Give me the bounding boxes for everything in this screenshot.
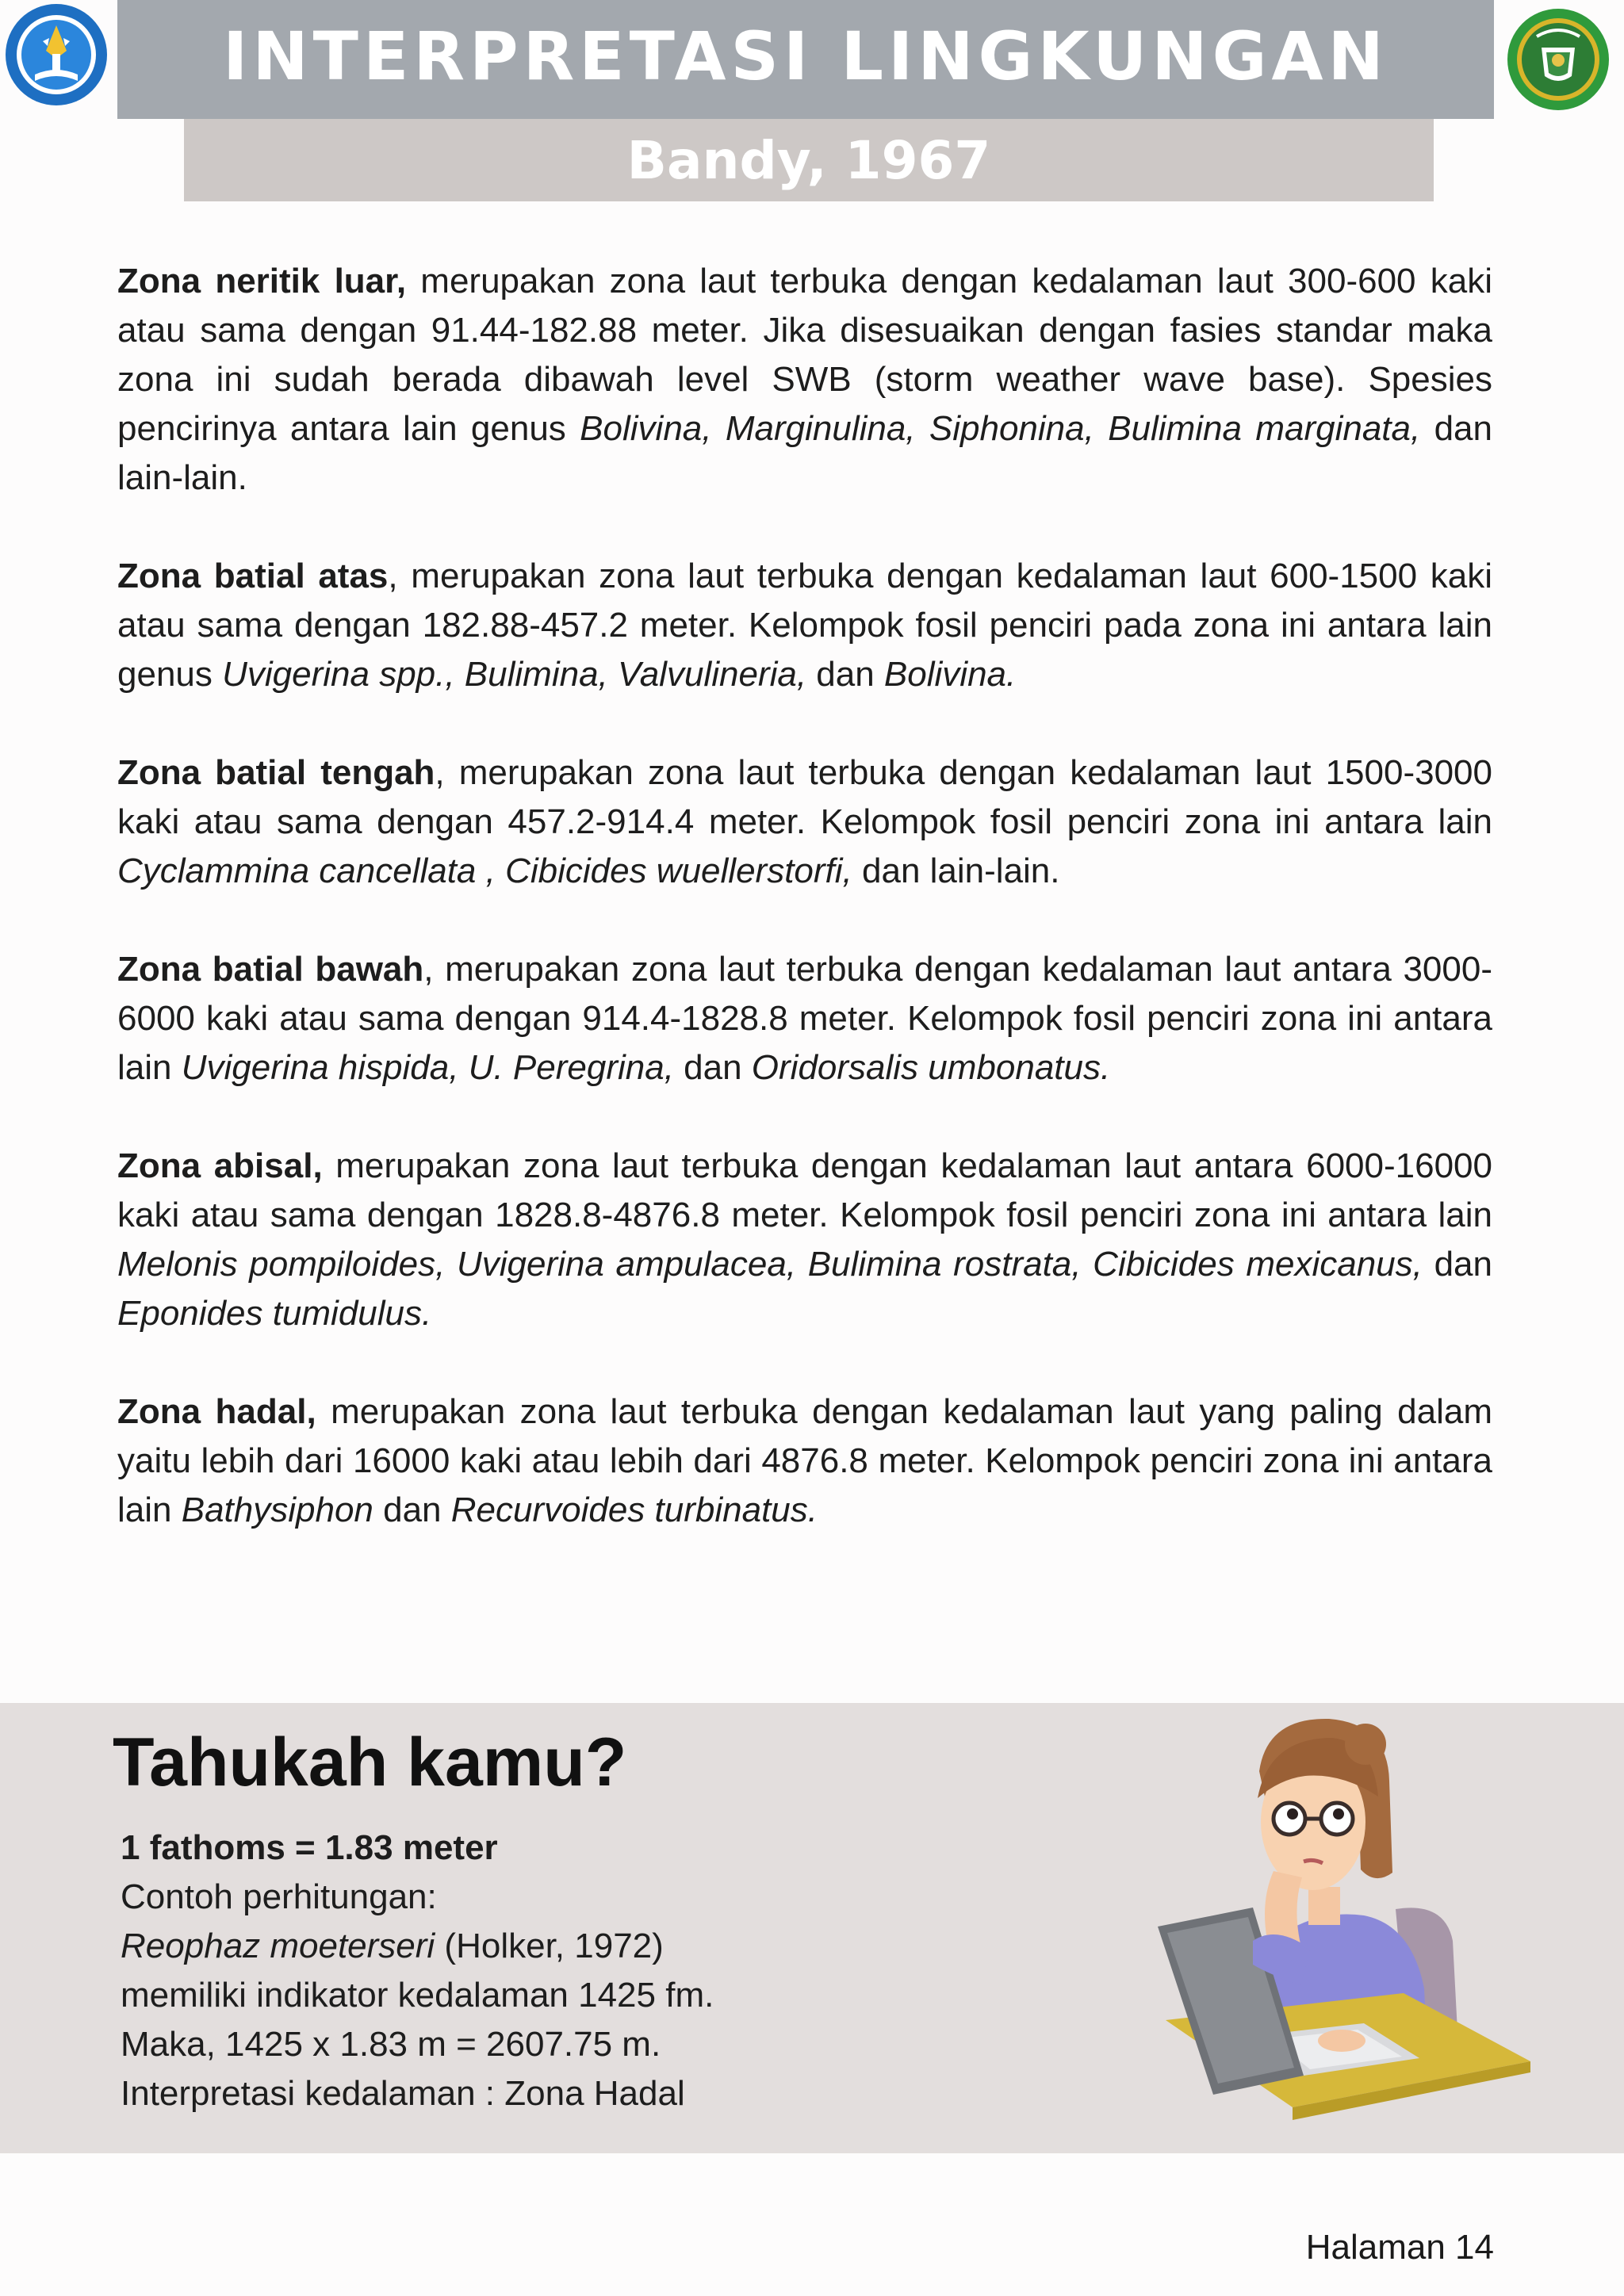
thinking-woman-laptop-illustration-icon: [1134, 1703, 1530, 2153]
zone-text: merupakan zona laut terbuka dengan kedalaman laut 300-600 kaki atau sama dengan 91.44-182.88 meter. Jika disesuaikan dengan fasies standar maka zona ini sudah berada dibawah level SWB (storm weather wave base). Spesies pencirinya antara lain genus: [117, 262, 1492, 448]
page-subtitle: Bandy, 1967: [626, 129, 991, 191]
zone-text: dan lain-lain.: [852, 851, 1060, 890]
page-number: Halaman 14: [1305, 2228, 1494, 2267]
species-name: Bolivina, Marginulina, Siphonina, Bulimina marginata,: [580, 409, 1421, 448]
zone-text: merupakan zona laut terbuka dengan kedalaman laut yang paling dalam yaitu lebih dari 16000 kaki atau lebih dari 4876.8 meter. Kelompok penciri zona ini antara lain: [117, 1392, 1492, 1529]
tut-wuri-handayani-logo-icon: [3, 2, 109, 108]
info-text: 1 fathoms = 1.83 meter: [121, 1828, 498, 1867]
info-text: (Holker, 1972): [435, 1927, 664, 1965]
subheader-bar: [184, 119, 1434, 201]
species-name: Reophaz moeterseri: [121, 1927, 435, 1965]
zone-paragraph: [117, 1387, 1492, 1535]
zone-descriptions: [117, 257, 1492, 1584]
zone-text: dan lain-lain.: [117, 409, 1492, 497]
zone-term: Zona abisal,: [117, 1146, 323, 1185]
info-box-title: Tahukah kamu?: [113, 1724, 627, 1800]
zone-paragraph: [117, 552, 1492, 699]
info-text: Contoh perhitungan:: [121, 1877, 437, 1916]
university-crest-logo-icon: [1505, 6, 1611, 113]
info-line: [121, 1922, 1072, 1971]
zone-paragraph: [117, 945, 1492, 1093]
zone-term: Zona batial tengah: [117, 753, 435, 792]
species-name: Oridorsalis umbonatus.: [751, 1048, 1111, 1087]
zone-term: Zona neritik luar,: [117, 262, 407, 300]
species-name: Uvigerina hispida, U. Peregrina,: [181, 1048, 674, 1087]
info-line: [121, 1873, 1072, 1922]
zone-text: merupakan zona laut terbuka dengan kedalaman laut antara 6000-16000 kaki atau sama dengan 1828.8-4876.8 meter. Kelompok fosil penciri zona ini antara lain: [117, 1146, 1492, 1234]
species-name: Bolivina.: [883, 655, 1017, 694]
info-text: Maka, 1425 x 1.83 m = 2607.75 m.: [121, 2025, 661, 2064]
species-name: Recurvoides turbinatus.: [450, 1490, 818, 1529]
info-line: [121, 2069, 1072, 2118]
species-name: Melonis pompiloides, Uvigerina ampulacea, Bulimina rostrata, Cibicides mexicanus,: [117, 1245, 1423, 1284]
zone-paragraph: [117, 748, 1492, 896]
zone-text: , merupakan zona laut terbuka dengan kedalaman laut 1500-3000 kaki atau sama dengan 457.2-914.4 meter. Kelompok fosil penciri zona ini antara lain: [117, 753, 1492, 841]
zone-text: dan: [373, 1490, 451, 1529]
info-line: [121, 2020, 1072, 2069]
species-name: Eponides tumidulus.: [117, 1294, 432, 1333]
zone-term: Zona hadal,: [117, 1392, 316, 1431]
zone-text: , merupakan zona laut terbuka dengan kedalaman laut antara 3000-6000 kaki atau sama dengan 914.4-1828.8 meter. Kelompok fosil penciri zona ini antara lain: [117, 950, 1492, 1087]
info-line: [121, 1823, 1072, 1873]
info-text: memiliki indikator kedalaman 1425 fm.: [121, 1976, 714, 2015]
species-name: Uvigerina spp., Bulimina, Valvulineria,: [222, 655, 807, 694]
info-text: Interpretasi kedalaman : Zona Hadal: [121, 2074, 685, 2113]
zone-paragraph: [117, 1142, 1492, 1338]
zone-text: dan: [1422, 1245, 1492, 1284]
species-name: Bathysiphon: [181, 1490, 373, 1529]
zone-term: Zona batial atas: [117, 557, 389, 595]
zone-text: , merupakan zona laut terbuka dengan kedalaman laut 600-1500 kaki atau sama dengan 182.88-457.2 meter. Kelompok fosil penciri pada zona ini antara lain genus: [117, 557, 1492, 694]
species-name: Cyclammina cancellata , Cibicides wuellerstorfi,: [117, 851, 852, 890]
zone-text: dan: [673, 1048, 752, 1087]
info-line: [121, 1971, 1072, 2020]
zone-term: Zona batial bawah: [117, 950, 424, 989]
header-bar: [117, 0, 1494, 119]
zone-text: dan: [806, 655, 884, 694]
info-box-body: [121, 1823, 1072, 2118]
zone-paragraph: [117, 257, 1492, 503]
page-title: INTERPRETASI LINGKUNGAN: [223, 17, 1388, 95]
